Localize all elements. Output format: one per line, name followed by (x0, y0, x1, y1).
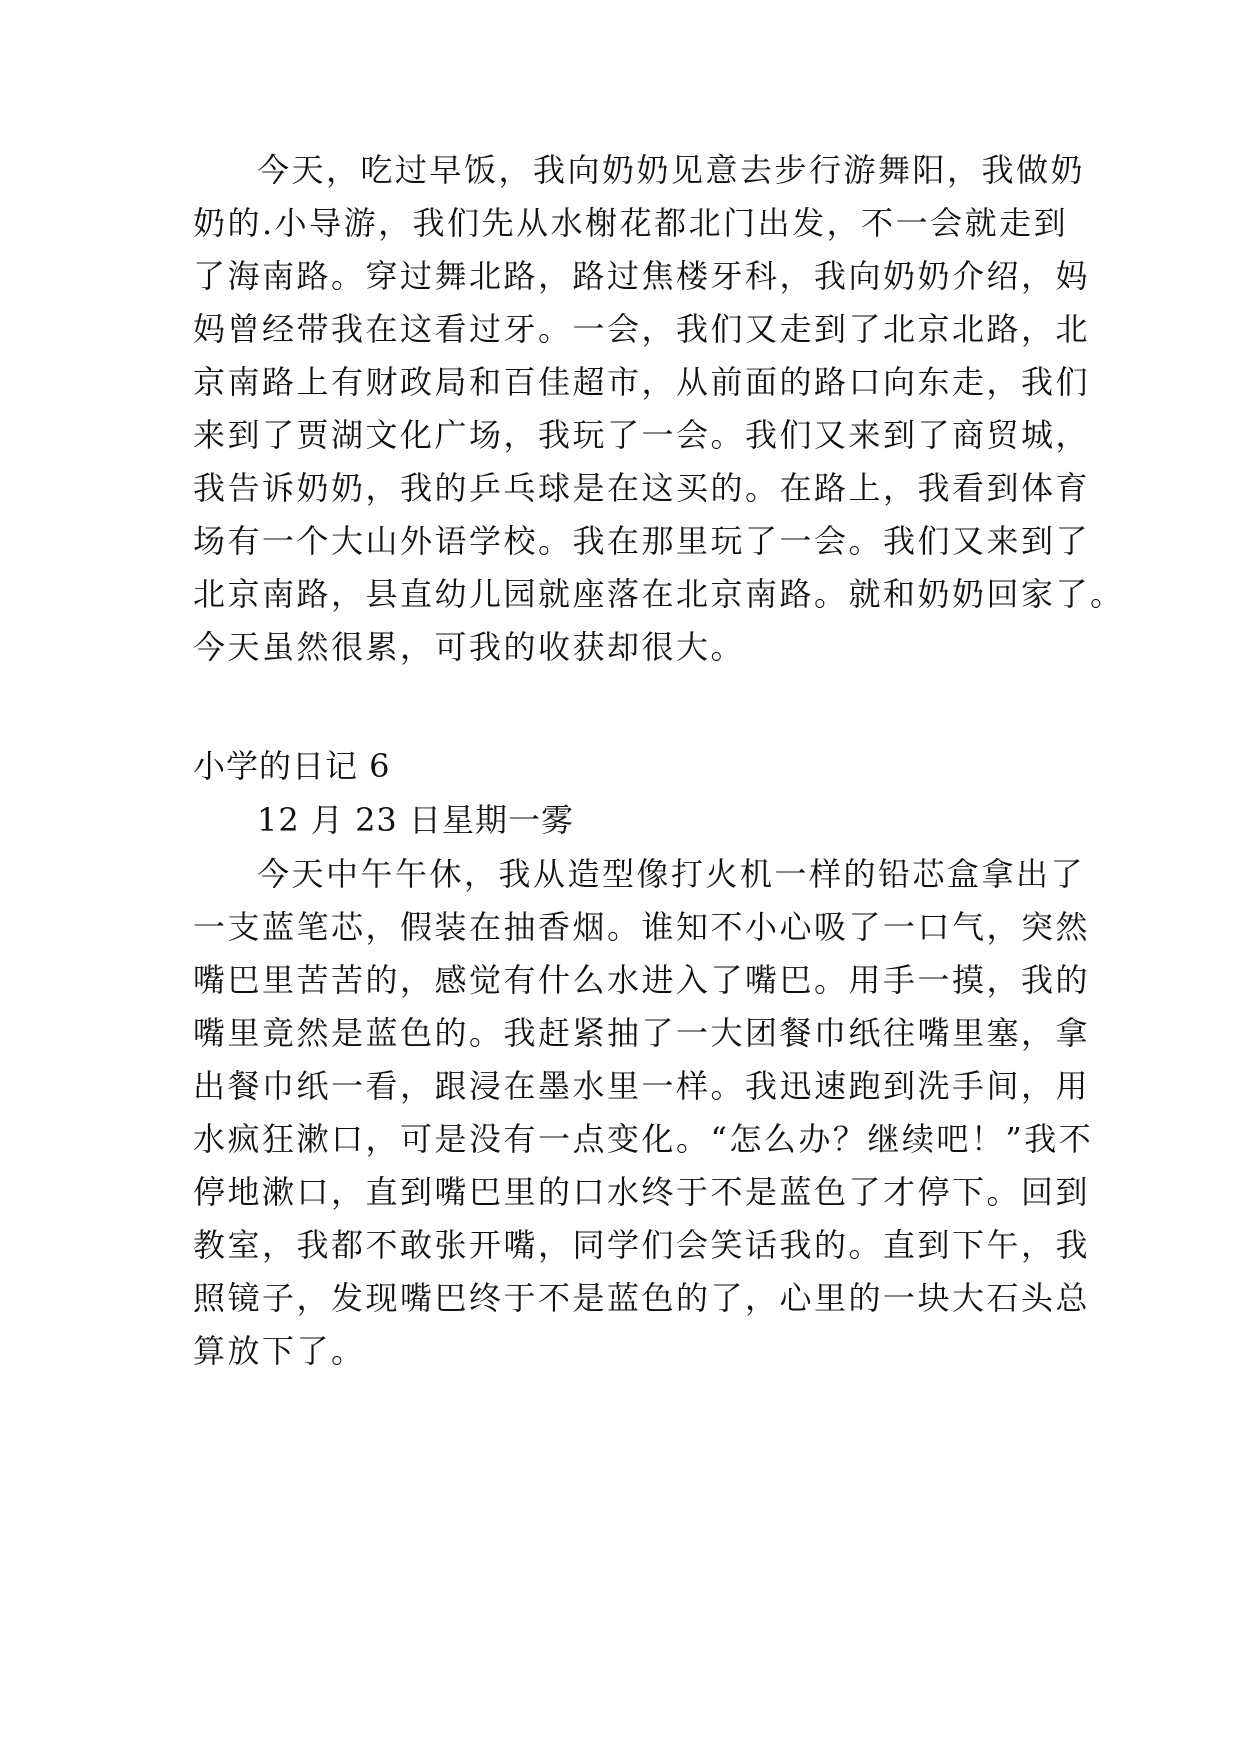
section-title: 小学的日记 6 (193, 747, 391, 785)
paragraph1-line: 今天，吃过早饭，我向奶奶见意去步行游舞阳，我做奶 (257, 151, 1086, 189)
paragraph2-line: 照镜子，发现嘴巴终于不是蓝色的了，心里的一块大石头总 (193, 1279, 1091, 1317)
paragraph1-line: 今天虽然很累，可我的收获却很大。 (193, 628, 746, 666)
paragraph2-line: 出餐巾纸一看，跟浸在墨水里一样。我迅速跑到洗手间，用 (193, 1067, 1091, 1105)
paragraph1-line: 京南路上有财政局和百佳超市，从前面的路口向东走，我们 (193, 363, 1091, 401)
paragraph2-line: 算放下了。 (193, 1332, 366, 1370)
entry-date: 12 月 23 日星期一雾 (257, 801, 574, 839)
paragraph2-line: 嘴巴里苦苦的，感觉有什么水进入了嘴巴。用手一摸，我的 (193, 961, 1091, 999)
paragraph1-line: 了海南路。穿过舞北路，路过焦楼牙科，我向奶奶介绍，妈 (193, 257, 1091, 295)
paragraph1-line: 妈曾经带我在这看过牙。一会，我们又走到了北京北路，北 (193, 310, 1091, 348)
paragraph1-line: 奶的.小导游，我们先从水榭花都北门出发，不一会就走到 (193, 204, 1069, 242)
paragraph2-line: 今天中午午休，我从造型像打火机一样的铅芯盒拿出了 (257, 855, 1086, 893)
paragraph2-line: 停地漱口，直到嘴巴里的口水终于不是蓝色了才停下。回到 (193, 1173, 1091, 1211)
paragraph2-line: 嘴里竟然是蓝色的。我赶紧抽了一大团餐巾纸往嘴里塞，拿 (193, 1014, 1091, 1052)
paragraph1-line: 我告诉奶奶，我的乒乓球是在这买的。在路上，我看到体育 (193, 469, 1091, 507)
paragraph2-line: 水疯狂漱口，可是没有一点变化。“怎么办？继续吧！”我不 (193, 1120, 1094, 1158)
paragraph2-line: 一支蓝笔芯，假装在抽香烟。谁知不小心吸了一口气，突然 (193, 908, 1091, 946)
paragraph2-line: 教室，我都不敢张开嘴，同学们会笑话我的。直到下午，我 (193, 1226, 1091, 1264)
paragraph1-line: 北京南路，县直幼儿园就座落在北京南路。就和奶奶回家了。 (193, 575, 1125, 613)
paragraph1-line: 场有一个大山外语学校。我在那里玩了一会。我们又来到了 (193, 522, 1091, 560)
paragraph1-line: 来到了贾湖文化广场，我玩了一会。我们又来到了商贸城， (193, 416, 1091, 454)
